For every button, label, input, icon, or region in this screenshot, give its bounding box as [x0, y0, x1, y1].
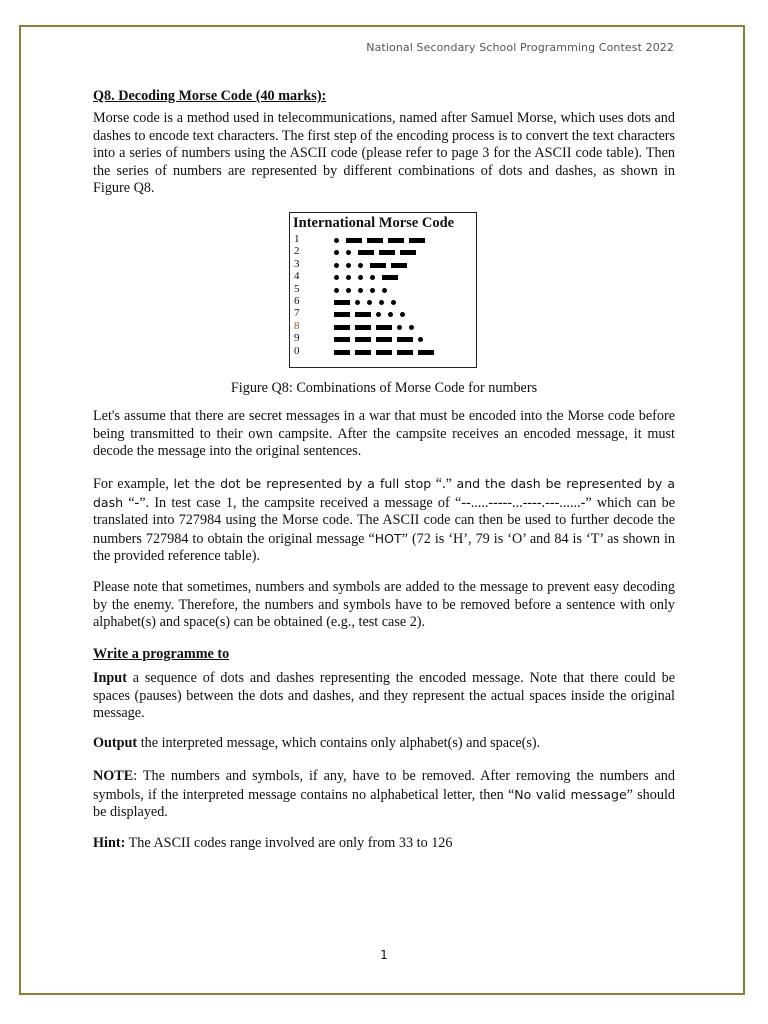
- morse-digit: 7: [294, 307, 300, 320]
- morse-row: [294, 332, 306, 344]
- morse-dot: [346, 263, 351, 268]
- morse-dash: [358, 250, 374, 255]
- figure-caption: Figure Q8: Combinations of Morse Code for numbers: [230, 380, 538, 396]
- morse-dash: [397, 350, 413, 355]
- morse-dot: [358, 263, 363, 268]
- page-number: 1: [380, 948, 388, 962]
- morse-dash: [376, 325, 392, 330]
- morse-dot: [388, 312, 393, 317]
- morse-dot: [334, 250, 339, 255]
- page-header: National Secondary School Programming Contest 2022: [366, 41, 674, 54]
- example-paragraph: For example, let the dot be represented by a full stop “.” and the dash be represented by a dash “-”. In test case 1, the campsite received a message of “--.....-----...----.---......-” which can be translated into 727984 using the Morse code. The ASCII code can then be used to further decode the numbers 727984 to obtain the original message “HOT” (72 is ‘H’, 79 is ‘O’ and 84 is ‘T’ as shown in the provided reference table).: [93, 476, 675, 564]
- hint-spec: Hint: The ASCII codes range involved are only from 33 to 126: [93, 835, 453, 851]
- morse-dash: [355, 337, 371, 342]
- morse-dot: [418, 337, 423, 342]
- scenario-paragraph: Let's assume that there are secret messages in a war that must be encoded into the Morse code before being transmitted to their own campsite. After the campsite receives an encoded message, it must decode the message into the original sentences.: [93, 408, 675, 459]
- morse-dot: [376, 312, 381, 317]
- question-title: Q8. Decoding Morse Code (40 marks):: [93, 88, 327, 104]
- morse-dot: [334, 288, 339, 293]
- morse-digit: 8: [294, 319, 300, 332]
- morse-dash: [355, 325, 371, 330]
- morse-dot: [358, 275, 363, 280]
- morse-dot: [391, 300, 396, 305]
- output-spec: Output the interpreted message, which contains only alphabet(s) and space(s).: [93, 735, 541, 751]
- morse-dot: [379, 300, 384, 305]
- morse-dot: [334, 275, 339, 280]
- morse-dot: [370, 275, 375, 280]
- morse-row: [294, 245, 306, 257]
- morse-dash: [334, 337, 350, 342]
- morse-dot: [355, 300, 360, 305]
- input-spec: Input a sequence of dots and dashes representing the encoded message. Note that there could be spaces (pauses) between the dots and dashes, and they represent the actual spaces inside the original message.: [93, 670, 675, 721]
- morse-digit: 4: [294, 270, 300, 283]
- morse-row: [294, 283, 306, 295]
- morse-dash: [334, 300, 350, 305]
- figure-title: International Morse Code: [293, 215, 455, 231]
- morse-dash: [379, 250, 395, 255]
- morse-dash: [382, 275, 398, 280]
- morse-digit: 9: [294, 332, 300, 345]
- morse-digit: 3: [294, 257, 300, 270]
- morse-dot: [382, 288, 387, 293]
- morse-dot: [409, 325, 414, 330]
- morse-dash: [370, 263, 386, 268]
- morse-digit: 2: [294, 245, 300, 258]
- morse-digit: 0: [294, 344, 300, 357]
- morse-dash: [391, 263, 407, 268]
- morse-dash: [376, 337, 392, 342]
- morse-row: [294, 295, 306, 307]
- morse-dash: [376, 350, 392, 355]
- morse-row: [294, 233, 306, 245]
- morse-dot: [370, 288, 375, 293]
- morse-dash: [367, 238, 383, 243]
- morse-digit: 5: [294, 282, 300, 295]
- morse-row: [294, 270, 306, 282]
- intro-paragraph: Morse code is a method used in telecommunications, named after Samuel Morse, which uses dots and dashes to encode text characters. The first step of the encoding process is to convert the text characters into a series of numbers using the ASCII code (please refer to page 3 for the ASCII code table). Then the series of numbers are represented by different combinations of dots and dashes, as shown in Figure Q8.: [93, 110, 675, 196]
- morse-dot: [397, 325, 402, 330]
- morse-dash: [334, 325, 350, 330]
- morse-dash: [397, 337, 413, 342]
- morse-dot: [358, 288, 363, 293]
- morse-digit: 6: [294, 295, 300, 307]
- morse-row: [294, 307, 306, 319]
- write-heading: Write a programme to: [93, 646, 230, 662]
- morse-dot: [346, 250, 351, 255]
- morse-dash: [400, 250, 416, 255]
- morse-dot: [334, 238, 339, 243]
- morse-code-figure: [289, 212, 477, 368]
- morse-dot: [346, 275, 351, 280]
- morse-dash: [346, 238, 362, 243]
- morse-dash: [409, 238, 425, 243]
- morse-row: [294, 320, 306, 332]
- morse-dash: [418, 350, 434, 355]
- morse-row: [294, 258, 306, 270]
- morse-dot: [400, 312, 405, 317]
- morse-dash: [388, 238, 404, 243]
- note-paragraph: Please note that sometimes, numbers and symbols are added to the message to prevent easy decoding by the enemy. Therefore, the numbers and symbols have to be removed before a sentence with only alphabet(s) and space(s) can be obtained (e.g., test case 2).: [93, 579, 675, 630]
- morse-dot: [367, 300, 372, 305]
- morse-dash: [355, 350, 371, 355]
- morse-dot: [346, 288, 351, 293]
- morse-dash: [355, 312, 371, 317]
- morse-row: [294, 345, 306, 357]
- note-spec: NOTE: The numbers and symbols, if any, have to be removed. After removing the numbers and symbols, if the interpreted message contains no alphabetical letter, then “No valid message” should be displayed.: [93, 768, 675, 820]
- morse-dash: [334, 350, 350, 355]
- morse-dot: [334, 263, 339, 268]
- morse-digit: 1: [294, 233, 300, 245]
- morse-dash: [334, 312, 350, 317]
